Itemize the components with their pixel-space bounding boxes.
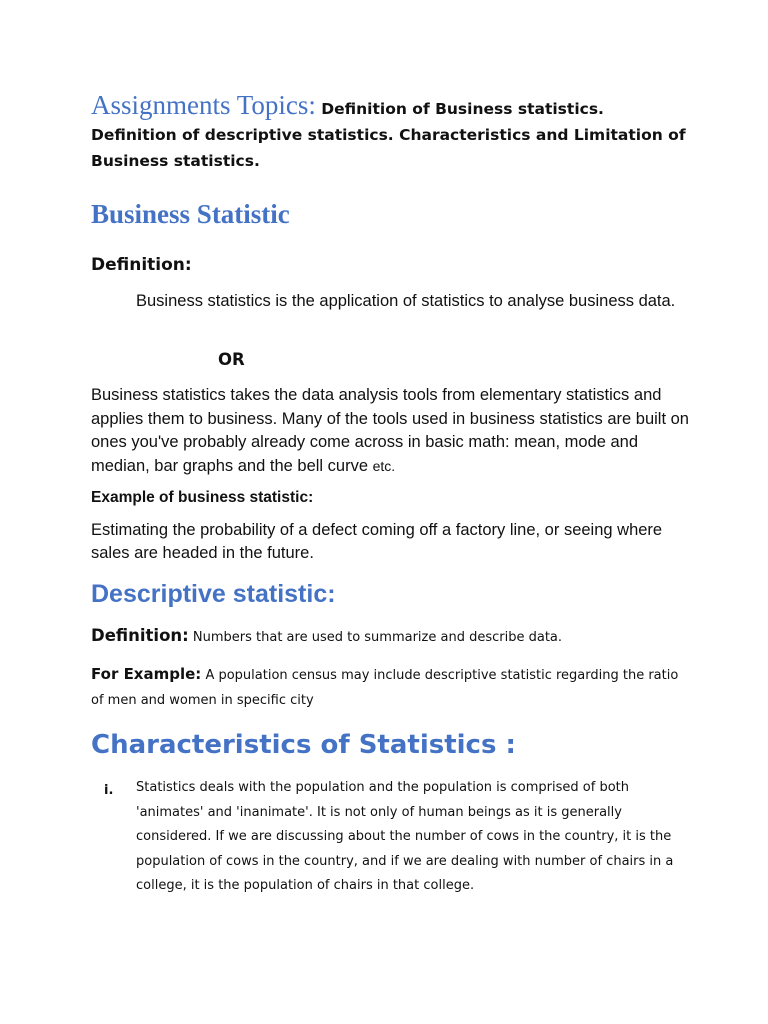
assignment-topics-line1: Definition of Business statistics. [321,100,604,118]
descriptive-example-text: A population census may include descriptive statistic regarding the ratio of men and women in specific city [91,668,679,708]
descriptive-definition-label: Definition: [91,626,189,645]
descriptive-statistic-heading: Descriptive statistic: [91,580,336,608]
example-text: Estimating the probability of a defect coming off a factory line, or seeing where sales are headed in the future. [91,521,663,562]
business-statistic-heading: Business Statistic [91,199,290,229]
characteristics-heading: Characteristics of Statistics : [91,730,516,760]
assignment-topics-rest: Definition of descriptive statistics. Characteristics and Limitation of Business statistics. [91,126,686,170]
or-separator: OR [218,350,245,369]
descriptive-definition [91,624,691,650]
business-statistics-paragraph [91,384,691,478]
business-statistics-paragraph-main: Business statistics takes the data analysis tools from elementary statistics and applies them to business. Many of the tools used in business statistics are built on ones you've probably already come across in basic math: mean, mode and median, bar graphs and the bell curve [91,386,689,475]
definition-heading: Definition: [91,255,192,275]
descriptive-example-label: For Example: [91,665,202,683]
assignment-topics [91,92,691,174]
assignment-topics-label: Assignments Topics: [91,90,316,120]
example-heading: Example of business statistic: [91,489,314,506]
list-item-text: Statistics deals with the population and the population is comprised of both 'animates' and 'inanimate'. It is not only of human beings as it is generally considered. If we are discussing about the number of cows in the country, it is the population of cows in the country, and if we are dealing with number of chairs in a college, it is the population of chairs in that college. [136,780,674,893]
descriptive-definition-text: Numbers that are used to summarize and describe data. [192,630,563,645]
business-statistics-paragraph-tail: etc. [372,457,396,474]
list-item-number: i. [104,783,114,798]
descriptive-example [91,662,691,713]
business-definition-text: Business statistics is the application of statistics to analyse business data. [136,292,676,310]
